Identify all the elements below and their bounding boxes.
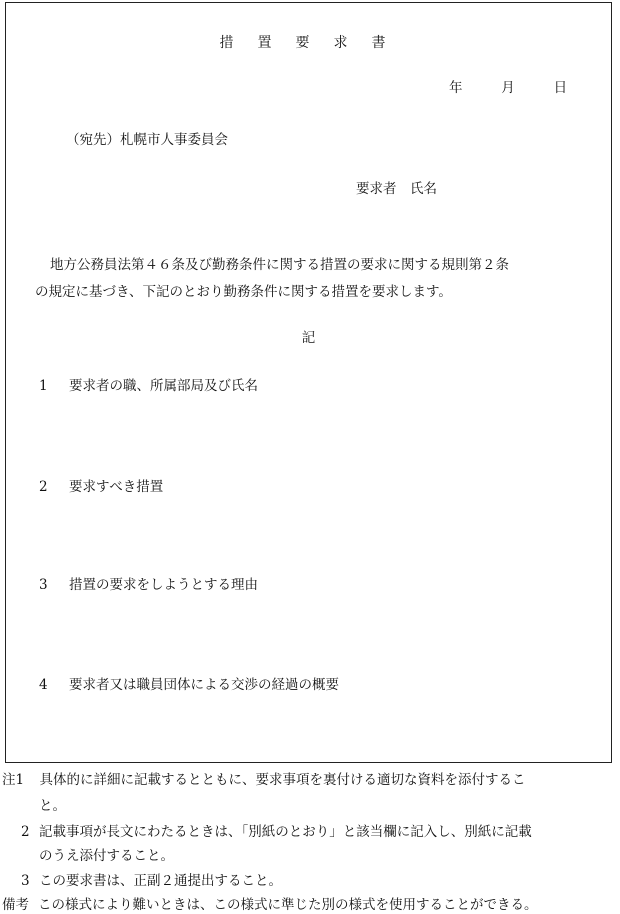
- date-day: 日: [553, 80, 568, 96]
- ki-heading: 記: [301, 330, 316, 346]
- remarks: [2, 899, 538, 913]
- list-item: [39, 481, 163, 495]
- note-1: [2, 774, 526, 788]
- item-number: 1: [39, 378, 48, 394]
- date-month: 月: [501, 80, 515, 96]
- note-2-continuation: のうえ添付すること。: [39, 848, 174, 864]
- item-number: 4: [39, 677, 48, 693]
- item-text: 要求者又は職員団体による交渉の経過の概要: [69, 677, 339, 693]
- list-item: [39, 679, 339, 693]
- note-number: 2: [21, 824, 30, 840]
- item-text: 要求すべき措置: [69, 479, 164, 495]
- item-text: 措置の要求をしようとする理由: [69, 577, 258, 593]
- note-text: 具体的に詳細に記載するとともに、要求事項を裏付ける適切な資料を添付するこ: [39, 772, 526, 788]
- note-label: 注: [2, 772, 16, 788]
- remarks-text: この様式により難いときは、この様式に準じた別の様式を使用することができる。: [38, 897, 538, 913]
- addressee: （宛先）札幌市人事委員会: [66, 132, 228, 148]
- note-number: 3: [21, 873, 30, 889]
- document-title: 措置要求書: [219, 35, 410, 51]
- body-text-line-1: 地方公務員法第４６条及び勤務条件に関する措置の要求に関する規則第２条: [50, 257, 509, 273]
- body-text-line-2: の規定に基づき、下記のとおり勤務条件に関する措置を要求します。: [35, 284, 452, 300]
- note-3: [21, 875, 282, 889]
- note-1-continuation: と。: [39, 798, 66, 814]
- requester-name: 要求者 氏名: [356, 181, 437, 197]
- note-2: [21, 826, 532, 840]
- note-text: 記載事項が長文にわたるときは、「別紙のとおり」と該当欄に記入し、別紙に記載: [39, 824, 532, 840]
- date-line: [449, 82, 567, 96]
- item-number: 3: [39, 577, 48, 593]
- item-text: 要求者の職、所属部局及び氏名: [69, 378, 258, 394]
- note-number: 1: [15, 772, 25, 788]
- list-item: [39, 579, 258, 593]
- item-number: 2: [39, 479, 48, 495]
- note-text: この要求書は、正副２通提出すること。: [39, 873, 282, 889]
- form-frame: [5, 2, 612, 763]
- remarks-label: 備考: [2, 897, 29, 913]
- list-item: [39, 380, 258, 394]
- date-year: 年: [449, 80, 463, 96]
